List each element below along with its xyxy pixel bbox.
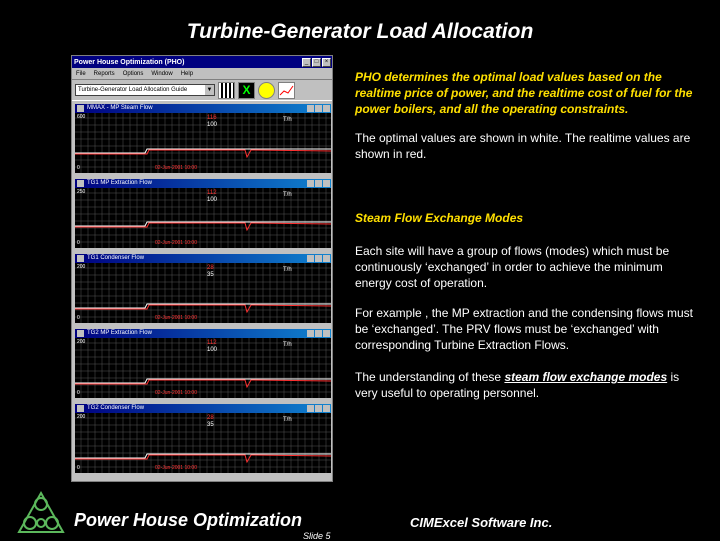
trend-plot <box>75 113 331 173</box>
guide-select-value: Turbine-Generator Load Allocation Guide <box>78 87 188 93</box>
panel-titlebar <box>75 329 331 338</box>
panel-close-button[interactable] <box>323 405 330 412</box>
maximize-button[interactable]: □ <box>312 58 321 67</box>
chevron-down-icon[interactable]: ▼ <box>206 87 213 93</box>
trend-plot <box>75 413 331 473</box>
panel-minimize-button[interactable] <box>307 330 314 337</box>
company-logo-icon <box>16 490 66 536</box>
scale-min: 0 <box>77 315 80 321</box>
panel-close-button[interactable] <box>323 330 330 337</box>
panel-titlebar <box>75 104 331 113</box>
panel-title: TG2 MP Extraction Flow <box>87 330 152 336</box>
panel-titlebar <box>75 179 331 188</box>
pho-application-window <box>71 55 333 482</box>
unit-label: T/h <box>283 342 292 348</box>
panel-minimize-button[interactable] <box>307 405 314 412</box>
panel-title: TG1 MP Extraction Flow <box>87 180 152 186</box>
scale-max: 200 <box>77 264 86 270</box>
realtime-trace <box>75 455 331 462</box>
panel-minimize-button[interactable] <box>307 180 314 187</box>
trend-icon[interactable] <box>278 82 295 99</box>
panel-title: TG1 Condenser Flow <box>87 255 145 261</box>
scale-min: 0 <box>77 465 80 471</box>
panel-title: MMAX - MP Steam Flow <box>87 105 153 111</box>
panel-icon <box>77 255 84 262</box>
optimal-value: 100 <box>207 347 218 353</box>
footer-company: CIMExcel Software Inc. <box>410 515 553 530</box>
timestamp: 02-Jun-2001 10:00 <box>155 240 197 246</box>
panel-close-button[interactable] <box>323 105 330 112</box>
panel-icon <box>77 330 84 337</box>
optimal-value: 100 <box>207 197 218 203</box>
panel-minimize-button[interactable] <box>307 255 314 262</box>
legend-paragraph: The optimal values are shown in white. The realtime values are shown in red. <box>355 131 691 161</box>
guide-select[interactable] <box>75 84 215 96</box>
menu-reports[interactable]: Reports <box>93 70 115 77</box>
realtime-value: 112 <box>207 190 217 196</box>
panel-titlebar <box>75 404 331 413</box>
panel-title: TG2 Condenser Flow <box>87 405 145 411</box>
trend-panel[interactable] <box>75 254 331 323</box>
trend-panel[interactable] <box>75 329 331 398</box>
realtime-value: 112 <box>207 340 217 346</box>
slide-title: Turbine-Generator Load Allocation <box>186 20 534 43</box>
optimal-value: 100 <box>207 122 218 128</box>
window-title: Power House Optimization (PHO) <box>74 58 185 66</box>
trend-panel[interactable] <box>75 404 331 473</box>
menu-help[interactable]: Help <box>180 70 194 77</box>
scale-min: 0 <box>77 390 80 396</box>
menu-window[interactable]: Window <box>151 70 173 77</box>
realtime-value: 28 <box>207 265 214 271</box>
summary-pre: The understanding of these <box>355 370 505 384</box>
unit-label: T/h <box>283 192 292 198</box>
grid-icon[interactable] <box>218 82 235 99</box>
panel-maximize-button[interactable] <box>315 105 322 112</box>
trend-plot <box>75 188 331 248</box>
minimize-button[interactable]: _ <box>302 58 311 67</box>
realtime-trace <box>75 223 331 230</box>
panel-icon <box>77 405 84 412</box>
menu-options[interactable]: Options <box>122 70 144 77</box>
timestamp: 02-Jun-2001 10:00 <box>155 390 197 396</box>
footer-title: Power House Optimization <box>74 510 303 530</box>
menu-bar <box>72 68 332 79</box>
realtime-value: 28 <box>207 415 214 421</box>
example-paragraph: For example , the MP extraction and the condensing flows must be ‘exchanged’. The PRV flows must be ‘exchanged’ with corresponding Turbine Extraction Flows. <box>355 306 693 352</box>
unit-label: T/h <box>283 267 292 273</box>
summary-emphasis: steam flow exchange modes <box>504 370 668 384</box>
timestamp: 02-Jun-2001 10:00 <box>155 465 197 471</box>
menu-file[interactable]: File <box>76 70 86 77</box>
close-button[interactable]: × <box>322 58 331 67</box>
panel-minimize-button[interactable] <box>307 105 314 112</box>
scale-min: 0 <box>77 165 80 171</box>
section-heading: Steam Flow Exchange Modes <box>355 211 524 225</box>
panel-close-button[interactable] <box>323 180 330 187</box>
panel-titlebar <box>75 254 331 263</box>
operator-icon[interactable] <box>258 82 275 99</box>
optimal-value: 35 <box>207 272 214 278</box>
trend-panel[interactable] <box>75 104 331 173</box>
unit-label: T/h <box>283 117 292 123</box>
realtime-value: 116 <box>207 115 217 121</box>
scale-max: 200 <box>77 414 86 420</box>
panel-maximize-button[interactable] <box>315 180 322 187</box>
optimal-value: 35 <box>207 422 214 428</box>
scale-min: 0 <box>77 240 80 246</box>
intro-paragraph: PHO determines the optimal load values based on the realtime price of power, and the realtime cost of fuel for the power boilers, and all the operating constraints. <box>355 70 693 116</box>
scale-max: 200 <box>77 339 86 345</box>
panel-icon <box>77 105 84 112</box>
summary-post: is very useful to operating personnel. <box>355 370 680 400</box>
scale-max: 600 <box>77 114 86 120</box>
unit-label: T/h <box>283 417 292 423</box>
scale-max: 250 <box>77 189 86 195</box>
realtime-trace <box>75 305 331 312</box>
panel-maximize-button[interactable] <box>315 255 322 262</box>
trend-plot <box>75 338 331 398</box>
panel-icon <box>77 180 84 187</box>
realtime-trace <box>75 150 331 157</box>
timestamp: 02-Jun-2001 10:00 <box>155 315 197 321</box>
slide-number: Slide 5 <box>303 531 331 541</box>
panel-maximize-button[interactable] <box>315 330 322 337</box>
trend-panel[interactable] <box>75 179 331 248</box>
realtime-trace <box>75 380 331 387</box>
panel-maximize-button[interactable] <box>315 405 322 412</box>
timestamp: 02-Jun-2001 10:00 <box>155 165 197 171</box>
toolbar <box>72 79 332 101</box>
summary-paragraph <box>355 369 700 401</box>
panel-close-button[interactable] <box>323 255 330 262</box>
modes-paragraph: Each site will have a group of flows (modes) which must be continuously ‘exchanged’ in order to achieve the minimum energy cost of operation. <box>355 244 670 290</box>
window-titlebar <box>72 56 332 68</box>
trend-plot <box>75 263 331 323</box>
excel-icon[interactable]: X <box>238 82 255 99</box>
